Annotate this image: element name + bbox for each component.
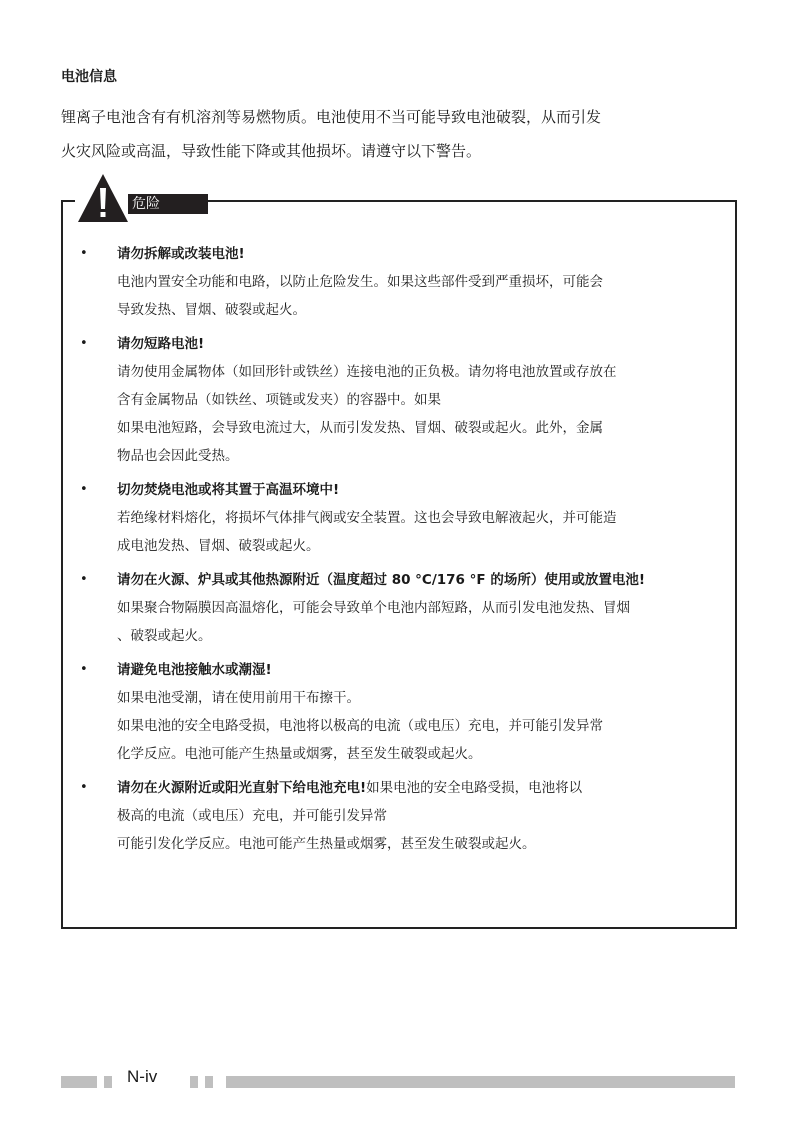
warning-triangle-icon xyxy=(76,172,130,224)
danger-label: 危险 xyxy=(128,194,208,214)
danger-item xyxy=(61,566,733,650)
danger-item xyxy=(61,330,733,470)
danger-item xyxy=(61,476,733,560)
danger-item xyxy=(61,774,733,858)
footer-bar-segment xyxy=(226,1076,735,1088)
body-line: 极高的电流（或电压）充电，并可能引发异常 xyxy=(117,808,387,824)
danger-item-body xyxy=(117,594,723,650)
footer-bar-segment xyxy=(104,1076,112,1088)
danger-item-title: 请勿在火源附近或阳光直射下给电池充电! xyxy=(117,780,367,796)
bullet: • xyxy=(80,246,88,261)
danger-item-title: 请勿短路电池! xyxy=(117,336,205,352)
danger-item-title: 切勿焚烧电池或将其置于高温环境中! xyxy=(117,482,340,498)
bullet: • xyxy=(80,572,88,587)
body-line: 化学反应。电池可能产生热量或烟雾，甚至发生破裂或起火。 xyxy=(117,746,482,762)
footer-bar-segment xyxy=(190,1076,198,1088)
danger-item xyxy=(61,656,733,768)
danger-item-title: 请避免电池接触水或潮湿! xyxy=(117,662,272,678)
body-line: 如果电池受潮，请在使用前用干布擦干。 xyxy=(117,690,360,706)
intro-line: 火灾风险或高温，导致性能下降或其他损坏。请遵守以下警告。 xyxy=(61,142,482,160)
footer-bar-segment xyxy=(61,1076,97,1088)
danger-item-title: 请勿在火源、炉具或其他热源附近（温度超过 80 °C/176 °F 的场所）使用或放置电池! xyxy=(117,572,645,588)
bullet: • xyxy=(80,336,88,351)
danger-box-top-border xyxy=(61,200,75,202)
body-line: 如果聚合物隔膜因高温熔化，可能会导致单个电池内部短路，从而引发电池发热、冒烟 xyxy=(117,600,630,616)
footer-bar-segment xyxy=(205,1076,213,1088)
intro-line: 锂离子电池含有有机溶剂等易燃物质。电池使用不当可能导致电池破裂，从而引发 xyxy=(61,108,602,126)
danger-item-title-suffix: 如果电池的安全电路受损，电池将以 xyxy=(366,780,583,796)
body-line: 电池内置安全功能和电路，以防止危险发生。如果这些部件受到严重损坏，可能会 xyxy=(117,274,603,290)
body-line: 物品也会因此受热。 xyxy=(117,448,239,464)
body-line: 、破裂或起火。 xyxy=(117,628,212,644)
danger-item-body xyxy=(117,268,723,324)
body-line: 如果电池短路，会导致电流过大，从而引发发热、冒烟、破裂或起火。此外，金属 xyxy=(117,420,603,436)
danger-item-body xyxy=(117,358,723,470)
section-title: 电池信息 xyxy=(61,69,117,85)
danger-item-body xyxy=(117,504,723,560)
danger-item-body xyxy=(117,684,723,768)
intro-paragraph xyxy=(61,100,751,168)
danger-item-body xyxy=(117,802,723,858)
body-line: 可能引发化学反应。电池可能产生热量或烟雾，甚至发生破裂或起火。 xyxy=(117,836,536,852)
page-number: N-iv xyxy=(127,1067,158,1086)
bullet: • xyxy=(80,780,88,795)
body-line: 若绝缘材料熔化，将损坏气体排气阀或安全装置。这也会导致电解液起火，并可能造 xyxy=(117,510,617,526)
bullet: • xyxy=(80,662,88,677)
danger-box-top-border xyxy=(208,200,735,202)
danger-item-list xyxy=(61,240,733,858)
body-line: 含有金属物品（如铁丝、项链或发夹）的容器中。如果 xyxy=(117,392,441,408)
body-line: 成电池发热、冒烟、破裂或起火。 xyxy=(117,538,320,554)
danger-item xyxy=(61,240,733,324)
body-line: 导致发热、冒烟、破裂或起火。 xyxy=(117,302,306,318)
bullet: • xyxy=(80,482,88,497)
danger-item-title: 请勿拆解或改装电池! xyxy=(117,246,245,262)
body-line: 请勿使用金属物体（如回形针或铁丝）连接电池的正负极。请勿将电池放置或存放在 xyxy=(117,364,617,380)
danger-item-title-line xyxy=(117,774,723,802)
body-line: 如果电池的安全电路受损，电池将以极高的电流（或电压）充电，并可能引发异常 xyxy=(117,718,603,734)
